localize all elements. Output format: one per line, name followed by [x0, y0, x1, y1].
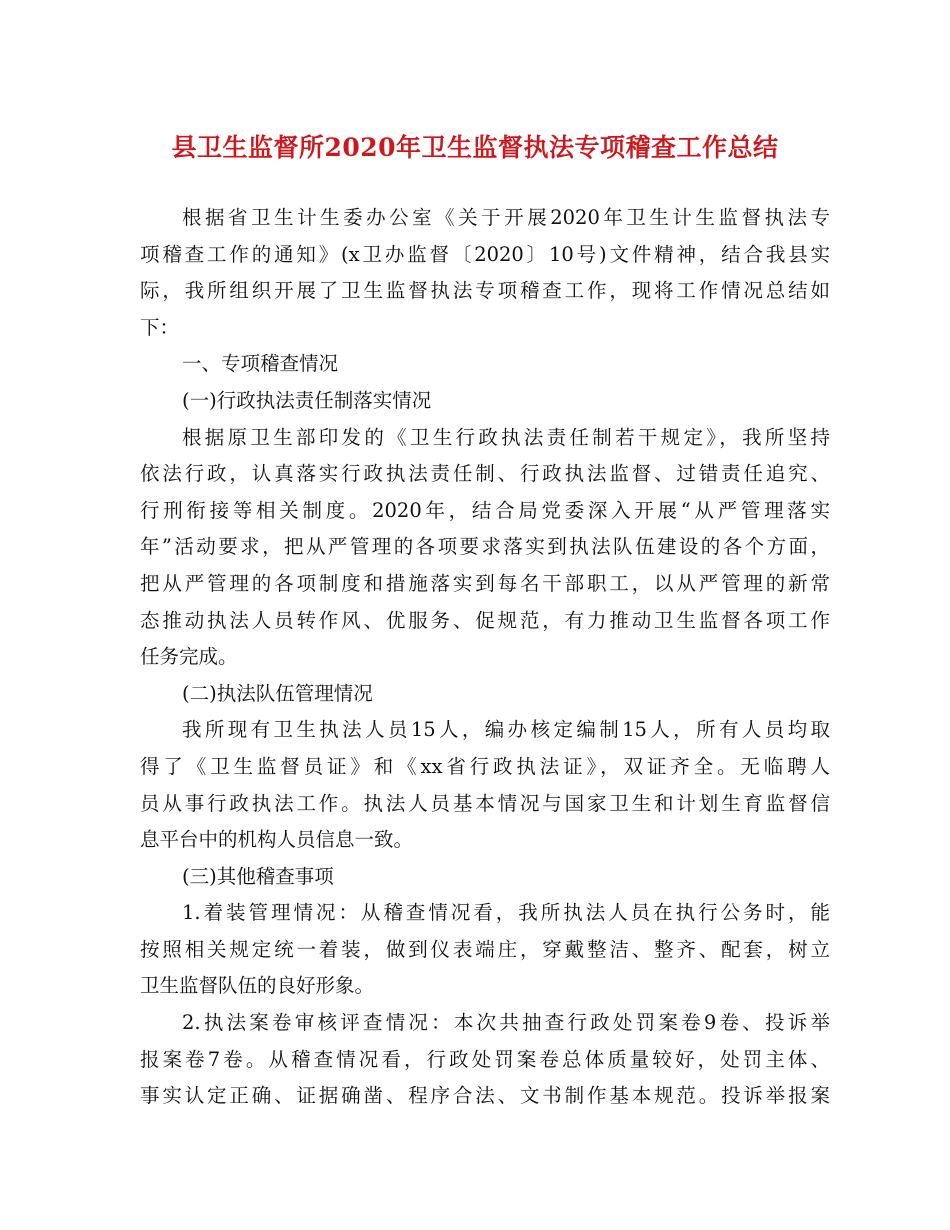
paragraph-line: 按照相关规定统一着装，做到仪表端庄，穿戴整洁、整齐、配套，树立 [140, 937, 830, 961]
paragraph-line: 行刑衔接等相关制度。2020年，结合局党委深入开展“从严管理落实 [140, 498, 830, 522]
paragraph-line: 任务完成。 [140, 645, 238, 669]
paragraph-line: 得了《卫生监督员证》和《xx省行政执法证》，双证齐全。无临聘人 [140, 754, 830, 778]
paragraph-line: 把从严管理的各项制度和措施落实到每名干部职工，以从严管理的新常 [140, 571, 830, 595]
paragraph-line: 态推动执法人员转作风、优服务、促规范，有力推动卫生监督各项工作 [140, 608, 830, 632]
paragraph-line: 事实认定正确、证据确凿、程序合法、文书制作基本规范。投诉举报案 [140, 1084, 830, 1108]
paragraph-line: 1.着装管理情况：从稽查情况看，我所执法人员在执行公务时，能 [182, 901, 830, 925]
subsection-heading: (二)执法队伍管理情况 [182, 681, 373, 705]
section-heading: 一、专项稽查情况 [182, 352, 339, 376]
paragraph-line: 根据省卫生计生委办公室《关于开展2020年卫生计生监督执法专 [182, 206, 830, 229]
paragraph-line: 依法行政，认真落实行政执法责任制、行政执法监督、过错责任追究、 [140, 462, 830, 486]
paragraph-line: 2.执法案卷审核评查情况：本次共抽查行政处罚案卷9卷、投诉举 [182, 1011, 830, 1035]
paragraph-line: 卫生监督队伍的良好形象。 [140, 974, 375, 998]
paragraph-line: 我所现有卫生执法人员15人，编办核定编制15人，所有人员均取 [182, 718, 830, 742]
paragraph-line: 际，我所组织开展了卫生监督执法专项稽查工作，现将工作情况总结如 [140, 279, 830, 303]
paragraph-line: 项稽查工作的通知》(x卫办监督〔2020〕10号)文件精神，结合我县实 [140, 242, 830, 266]
paragraph-line: 年”活动要求，把从严管理的各项要求落实到执法队伍建设的各个方面， [140, 535, 830, 559]
paragraph-line: 息平台中的机构人员信息一致。 [140, 828, 414, 852]
subsection-heading: (三)其他稽查事项 [182, 864, 334, 888]
paragraph-line: 员从事行政执法工作。执法人员基本情况与国家卫生和计划生育监督信 [140, 791, 830, 815]
paragraph-line: 下： [140, 315, 180, 339]
document-body [140, 200, 830, 1115]
subsection-heading: (一)行政执法责任制落实情况 [182, 388, 432, 412]
document-title: 县卫生监督所2020年卫生监督执法专项稽查工作总结 [171, 133, 779, 162]
paragraph-line: 根据原卫生部印发的《卫生行政执法责任制若干规定》，我所坚持 [182, 425, 830, 449]
paragraph-line: 报案卷7卷。从稽查情况看，行政处罚案卷总体质量较好，处罚主体、 [140, 1047, 830, 1071]
